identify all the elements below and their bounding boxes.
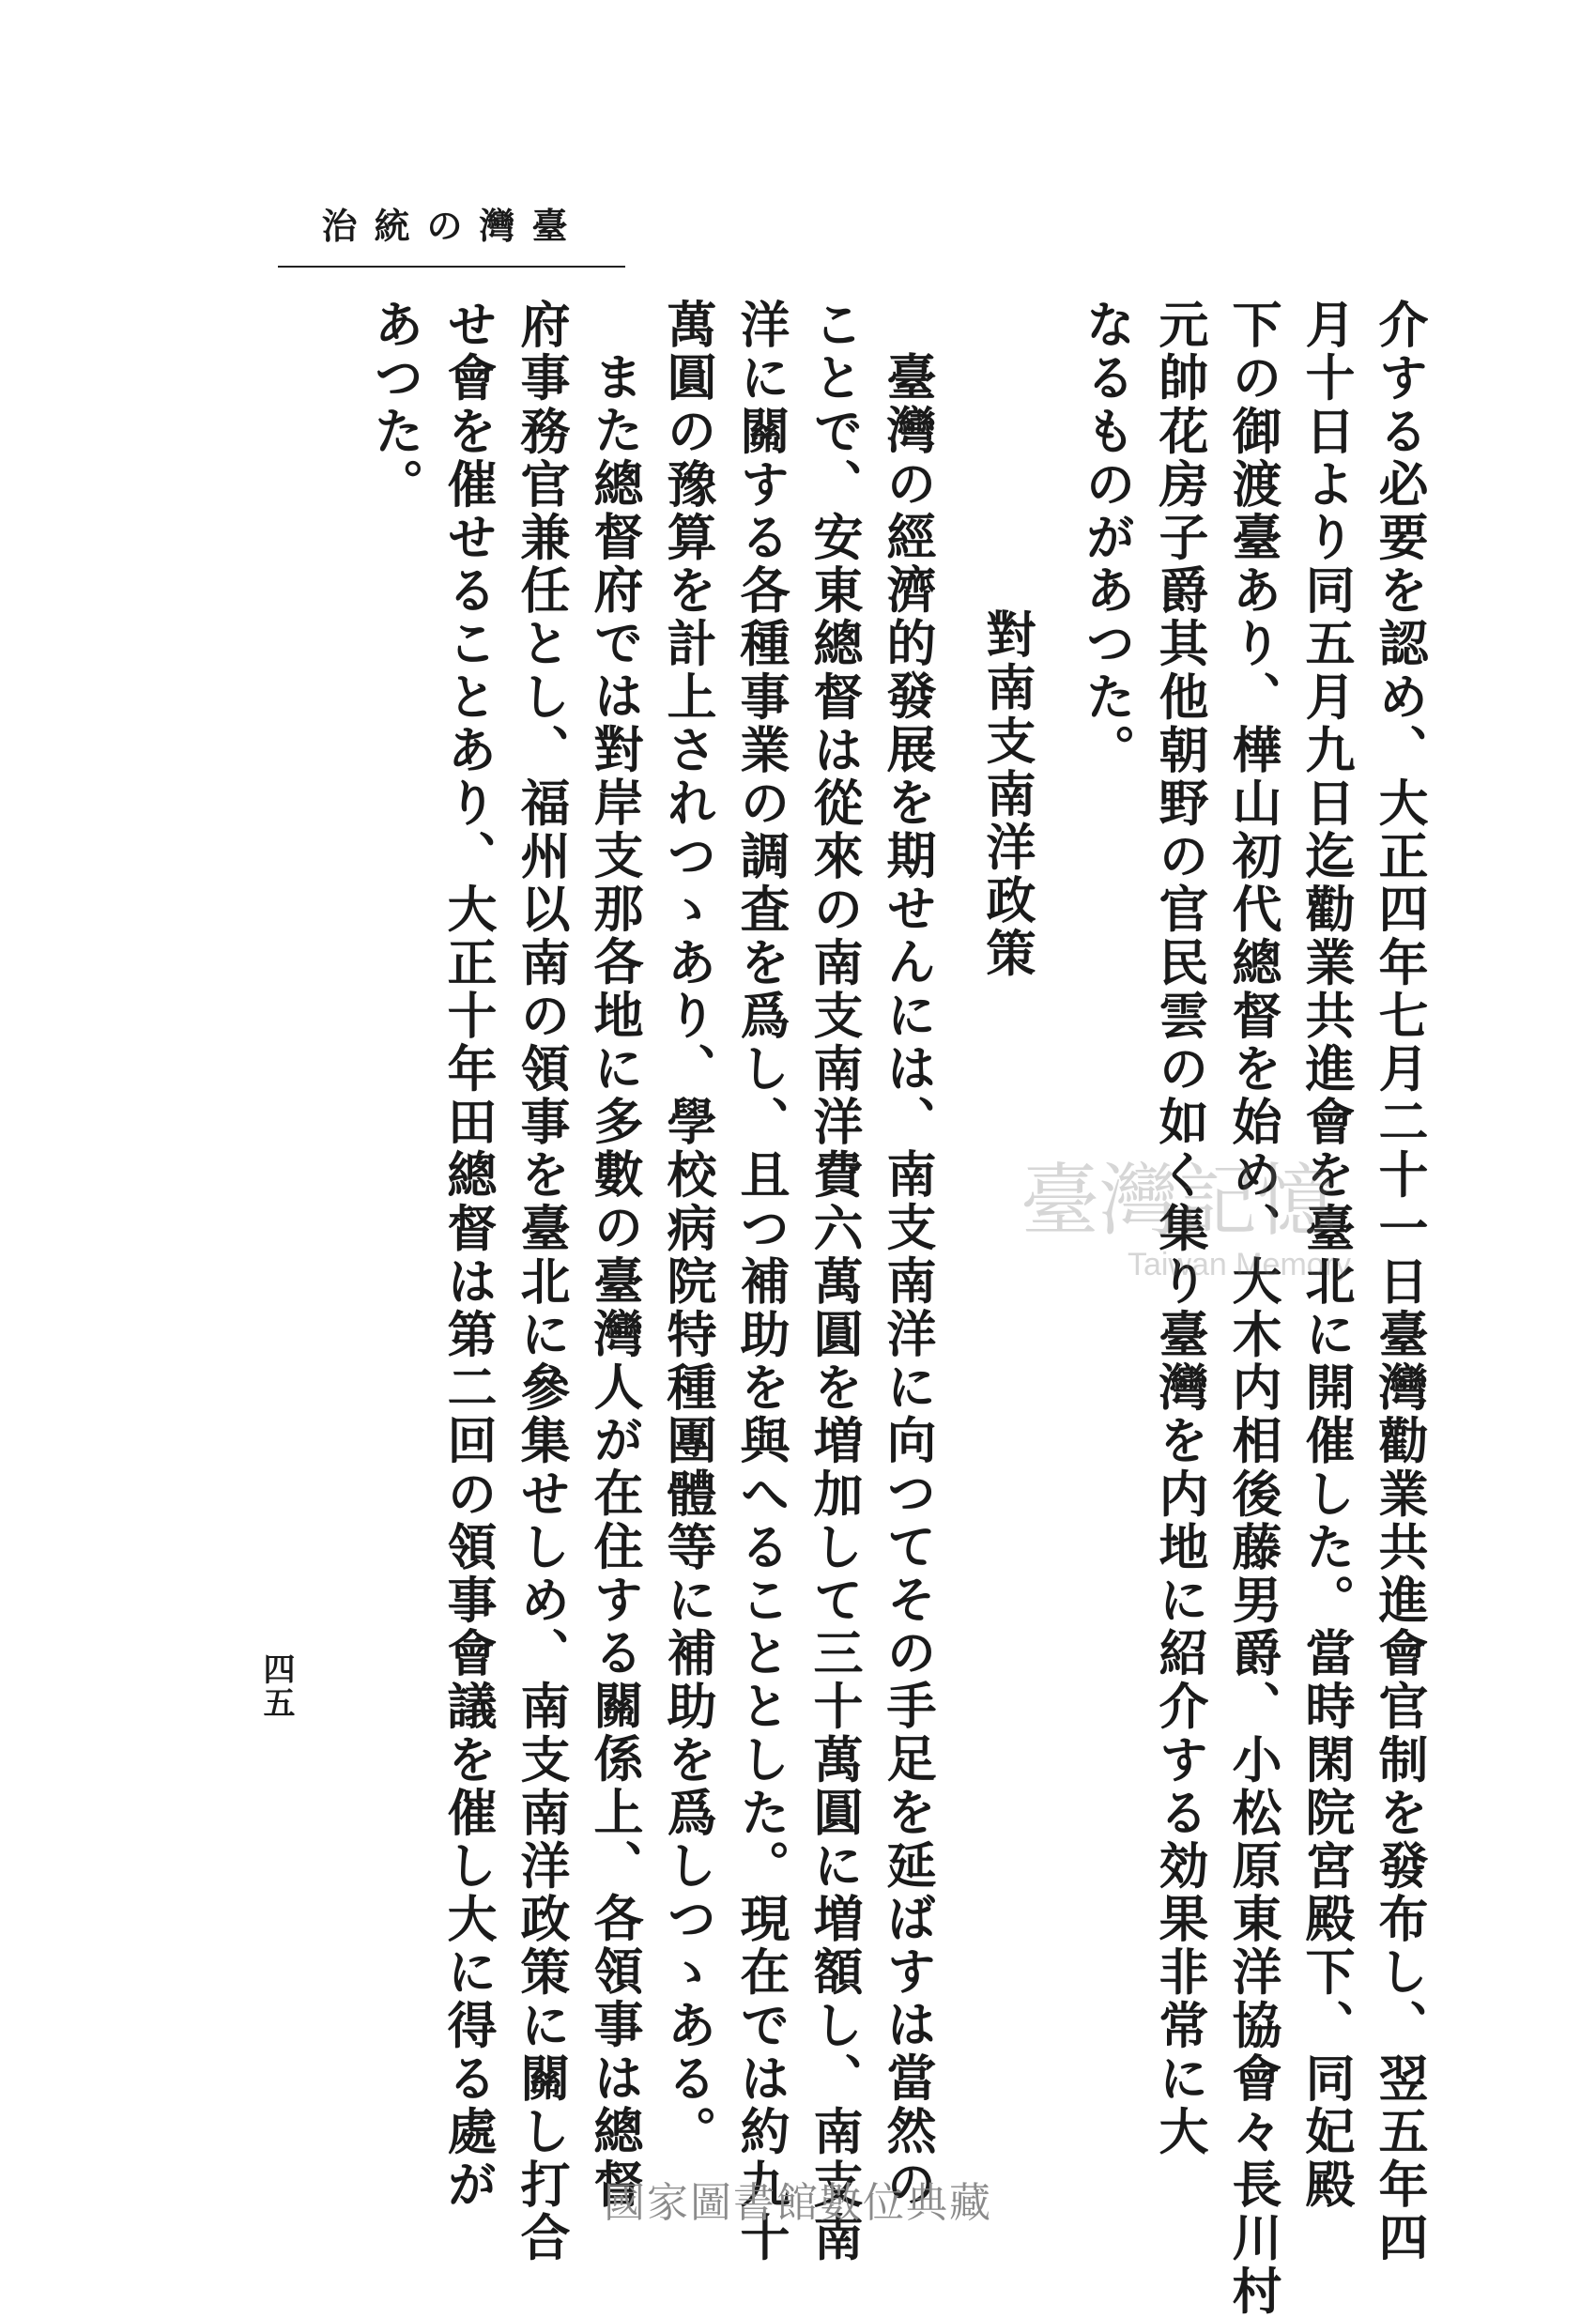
- text-column: 元帥花房子爵其他朝野の官民雲の如く集り臺灣を内地に紹介する効果非常に大: [1151, 299, 1209, 2158]
- text-column: また總督府では對岸支那各地に多數の臺灣人が在住する關係上、各領事は總督: [586, 351, 644, 2211]
- text-column: 月十日より同五月九日迄勸業共進會を臺北に開催した。當時閑院宮殿下、同妃殿: [1297, 299, 1356, 2212]
- header-rule: [278, 266, 625, 268]
- text-column: 萬圓の豫算を計上されつゝあり、學校病院特種團體等に補助を爲しつゝある。: [659, 299, 717, 2158]
- text-column: 府事務官兼任とし、福州以南の領事を臺北に參集せしめ、南支南洋政策に關し打合: [513, 299, 571, 2265]
- text-column: ことで、安東總督は從來の南支南洋費六萬圓を増加して三十萬圓に増額し、南支南: [806, 299, 864, 2265]
- text-column: 介する必要を認め、大正四年七月二十一日臺灣勸業共進會官制を發布し、翌五年四: [1371, 299, 1429, 2265]
- text-column: なるものがあつた。: [1078, 299, 1136, 777]
- watermark-title: 臺灣記憶: [1020, 1155, 1337, 1247]
- text-column: 下の御渡臺あり、樺山初代總督を始め、大木内相後藤男爵、小松原東洋協會々長川村: [1224, 299, 1282, 2318]
- column-gap: [1044, 299, 1070, 2129]
- text-column: あつた。: [366, 299, 424, 512]
- text-column: せ會を催せることあり、大正十年田總督は第二回の領事會議を催し大に得る處が: [439, 299, 498, 2212]
- column-gap: [944, 299, 971, 2129]
- section-heading: 對南支南洋政策: [978, 608, 1036, 981]
- watermark-subtitle: Taiwan Memory: [1127, 1247, 1352, 1282]
- text-column: 洋に關する各種事業の調査を爲し、且つ補助を與へることとした。現在では約九十: [732, 299, 790, 2265]
- text-column: 臺灣の經濟的發展を期せんには、南支南洋に向つてその手足を延ばすは當然の: [879, 351, 937, 2211]
- footer-credit: 國家圖書館數位典藏: [604, 2179, 992, 2227]
- running-header: 臺灣の統治: [321, 205, 585, 247]
- page-number: 四五: [257, 1652, 295, 1720]
